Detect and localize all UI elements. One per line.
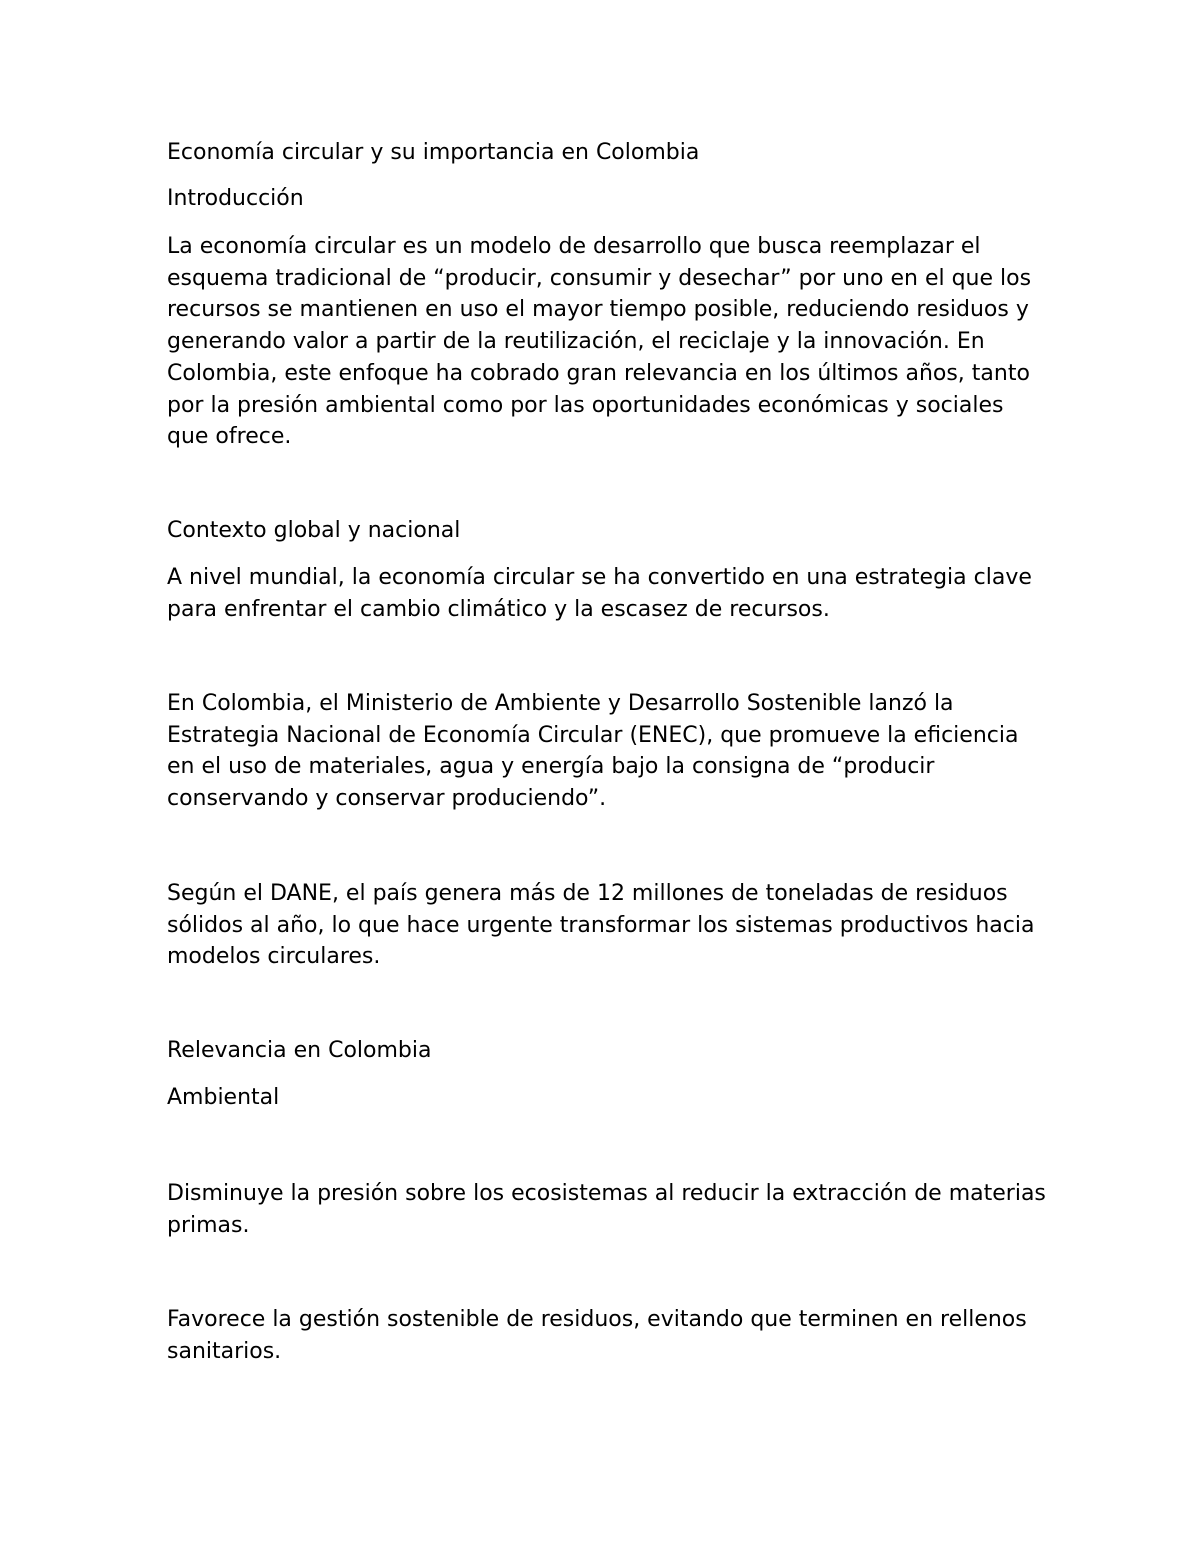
heading-contexto: Contexto global y nacional [167,518,461,543]
context-paragraph-1: A nivel mundial, la economía circular se ha convertido en una estrategia clave para enfrentar el cambio climático y la escasez de recursos. [167,565,1032,622]
intro-paragraph: La economía circular es un modelo de desarrollo que busca reemplazar el esquema tradicional de “producir, consumir y desechar” por uno en el que los recursos se mantienen en uso el mayor tiempo posible, reduciendo residuos y generando valor a partir de la reutilización, el reciclaje y la innovación. En Colombia, este enfoque ha cobrado gran relevancia en los últimos años, tanto por la presión ambiental como por las oportunidades económicas y sociales que ofrece. [167,234,1032,450]
heading-relevancia: Relevancia en Colombia [167,1038,432,1063]
environmental-point-2: Favorece la gestión sostenible de residuos, evitando que terminen en rellenos sanitarios. [167,1307,1027,1364]
environmental-point-1: Disminuye la presión sobre los ecosistemas al reducir la extracción de materias primas. [167,1181,1046,1238]
context-paragraph-3: Según el DANE, el país genera más de 12 millones de toneladas de residuos sólidos al año, lo que hace urgente transformar los sistemas productivos hacia modelos circulares. [167,881,1035,970]
context-paragraph-2: En Colombia, el Ministerio de Ambiente y Desarrollo Sostenible lanzó la Estrategia Nacional de Economía Circular (ENEC), que promueve la eficiencia en el uso de materiales, agua y energía bajo la consigna de “producir conservando y conservar produciendo”. [167,691,1019,812]
document-title: Economía circular y su importancia en Colombia [167,140,700,165]
heading-introduccion: Introducción [167,186,304,211]
heading-ambiental: Ambiental [167,1085,280,1110]
